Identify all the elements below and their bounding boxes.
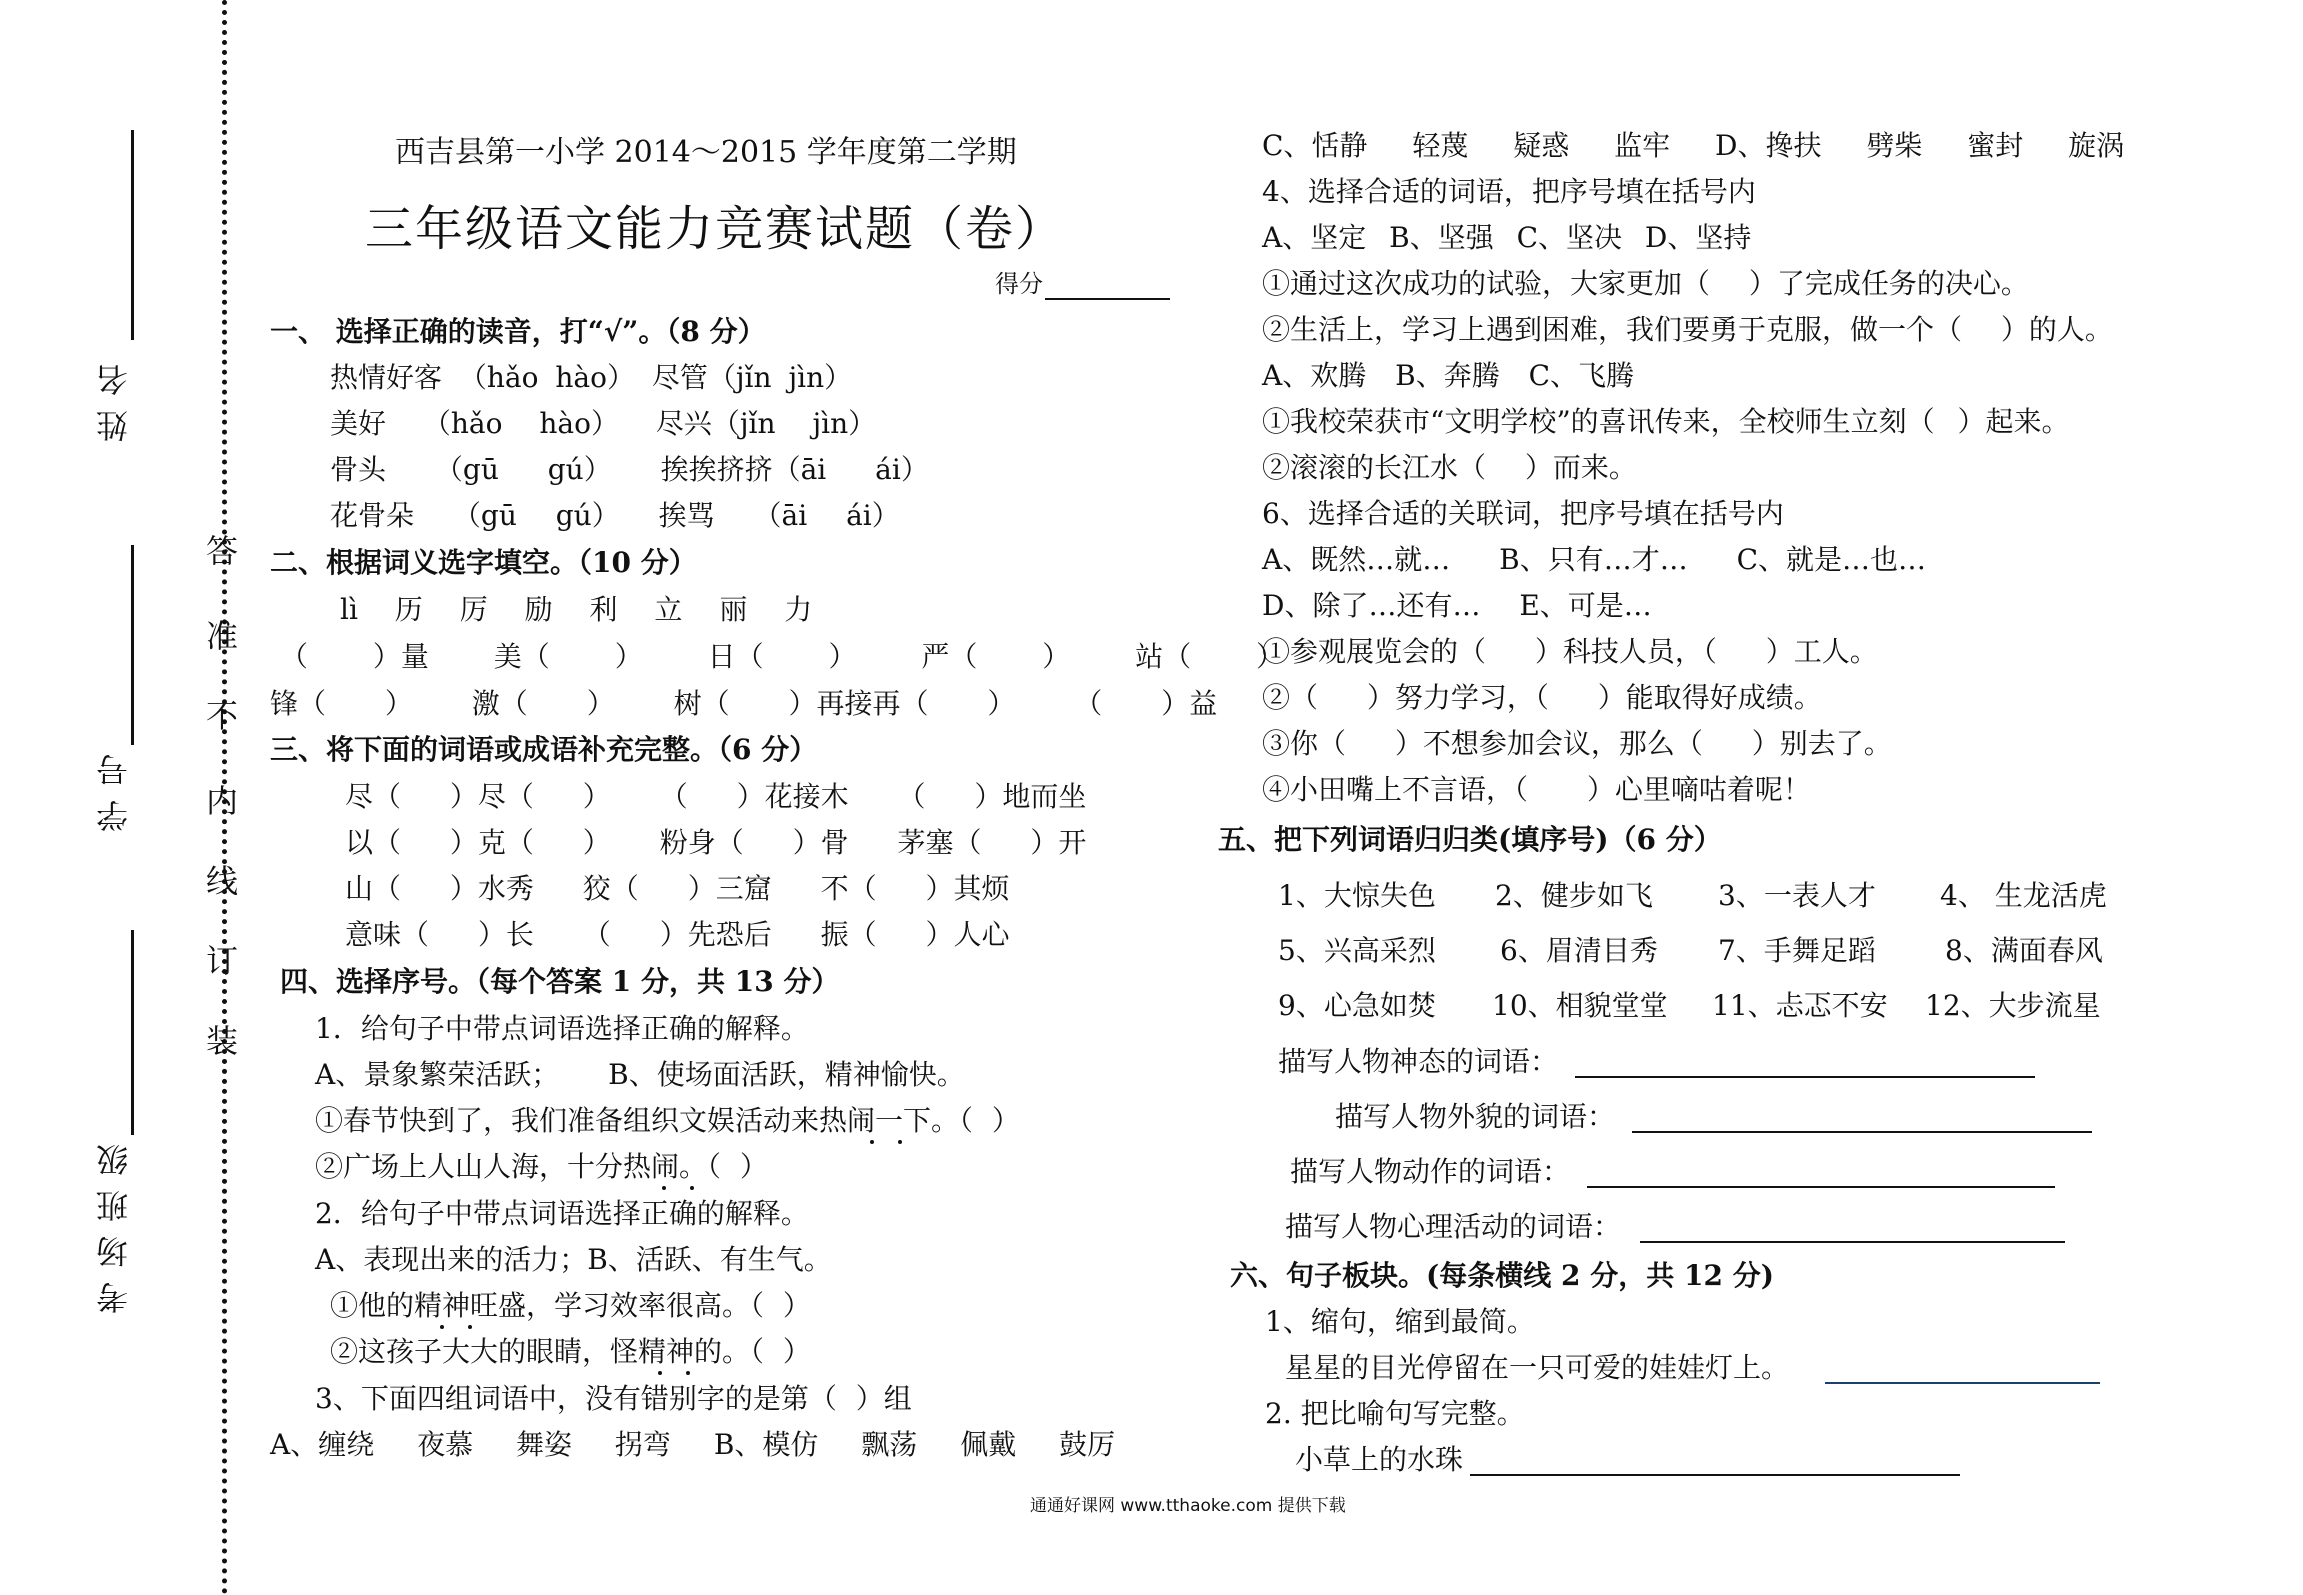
section-4-heading: 四、选择序号。（每个答案 1 分，共 13 分） bbox=[280, 965, 840, 998]
name-label: 姓名 bbox=[95, 350, 133, 442]
emphasis-dot bbox=[440, 1325, 444, 1329]
emphasis-dot bbox=[662, 1186, 666, 1190]
s4-line: ②广场上人山人海，十分热闹。（ ） bbox=[315, 1150, 768, 1183]
id-label: 学号 bbox=[95, 740, 133, 832]
s4-line: ②生活上，学习上遇到困难，我们要勇于克服，做一个（ ）的人。 bbox=[1262, 313, 2113, 346]
room-label: 考场班级 bbox=[95, 1130, 133, 1314]
s4-line: A、表现出来的活力；B、活跃、有生气。 bbox=[315, 1243, 832, 1276]
answer-line[interactable] bbox=[1640, 1241, 2065, 1243]
s5-item: 10、相貌堂堂 bbox=[1492, 989, 1668, 1022]
s4-line: 6、选择合适的关联词，把序号填在括号内 bbox=[1262, 497, 1784, 530]
section-1-heading: 一、 选择正确的读音，打“√”。（8 分） bbox=[270, 315, 766, 348]
s3-row: 山（ ）水秀 狡（ ）三窟 不（ ）其烦 bbox=[345, 872, 1010, 905]
s4-line: ①他的精神旺盛，学习效率很高。（ ） bbox=[330, 1289, 811, 1322]
answer-line[interactable] bbox=[1587, 1186, 2055, 1188]
s5-item: 1、大惊失色 bbox=[1278, 879, 1436, 912]
s2-char-options: lì 历 厉 励 利 立 丽 力 bbox=[340, 593, 813, 626]
s3-row: 尽（ ）尽（ ） （ ）花接木 （ ）地而坐 bbox=[345, 780, 1087, 813]
seal-char: 内 bbox=[205, 782, 238, 820]
s1-line: 骨头 （gū gú） 挨挨挤挤（āi ái） bbox=[330, 453, 929, 486]
s2-row: （ ）量 美（ ） 日（ ） 严（ ） 站（ ） bbox=[280, 640, 1285, 673]
seal-char: 答 bbox=[205, 532, 238, 570]
s2-row: 锋（ ） 激（ ） 树（ ）再接再（ ） （ ）益 bbox=[270, 687, 1218, 720]
s5-item: 12、大步流星 bbox=[1925, 989, 2101, 1022]
s6-question: 2. 把比喻句写完整。 bbox=[1265, 1397, 1525, 1430]
room-line bbox=[131, 930, 134, 1135]
page-title: 三年级语文能力竞赛试题（卷） bbox=[365, 201, 1066, 257]
s4-line: ①我校荣获市“文明学校”的喜讯传来，全校师生立刻（ ）起来。 bbox=[1262, 405, 2070, 438]
s1-line: 热情好客 （hǎo hào） 尽管（jǐn jìn） bbox=[330, 361, 853, 394]
s4-line: D、除了…还有… E、可是… bbox=[1262, 589, 1652, 622]
section-5-heading: 五、把下列词语归归类(填序号)（6 分） bbox=[1218, 823, 1722, 856]
seal-char: 准 bbox=[205, 617, 238, 655]
emphasis-dot bbox=[690, 1186, 694, 1190]
s5-item: 2、健步如飞 bbox=[1495, 879, 1653, 912]
answer-line[interactable] bbox=[1825, 1382, 2100, 1384]
s4-line: ①通过这次成功的试验，大家更加（ ）了完成任务的决心。 bbox=[1262, 267, 2029, 300]
s4-line: ②（ ）努力学习，（ ）能取得好成绩。 bbox=[1262, 681, 1822, 714]
answer-line[interactable] bbox=[1632, 1131, 2092, 1133]
seal-char: 不 bbox=[205, 697, 238, 735]
s1-line: 花骨朵 （gū gú） 挨骂 （āi ái） bbox=[330, 499, 900, 532]
s4-line: A、既然…就… B、只有…才… C、就是…也… bbox=[1262, 543, 1927, 576]
section-2-heading: 二、根据词义选字填空。（10 分） bbox=[270, 546, 697, 579]
s5-item: 8、满面春风 bbox=[1945, 934, 2103, 967]
emphasis-dot bbox=[898, 1140, 902, 1144]
s5-item: 7、手舞足蹈 bbox=[1718, 934, 1876, 967]
score-label: 得分 bbox=[995, 270, 1043, 298]
s6-question: 1、缩句，缩到最简。 bbox=[1265, 1305, 1535, 1338]
s4-line: ③你（ ）不想参加会议，那么（ ）别去了。 bbox=[1262, 727, 1892, 760]
score-blank[interactable] bbox=[1045, 298, 1170, 300]
s4-line: C、恬静 轻蔑 疑惑 监牢 D、搀扶 劈柴 蜜封 旋涡 bbox=[1262, 129, 2125, 162]
s4-line: ②这孩子大大的眼睛，怪精神的。（ ） bbox=[330, 1335, 811, 1368]
s4-line: A、坚定 B、坚强 C、坚决 D、坚持 bbox=[1262, 221, 1752, 254]
seal-char: 装 bbox=[205, 1022, 238, 1060]
school-line: 西吉县第一小学 2014～2015 学年度第二学期 bbox=[395, 135, 1017, 170]
emphasis-dot bbox=[686, 1371, 690, 1375]
s5-item: 5、兴高采烈 bbox=[1278, 934, 1436, 967]
answer-line[interactable] bbox=[1575, 1076, 2035, 1078]
s5-item: 4、 生龙活虎 bbox=[1940, 879, 2107, 912]
s4-line: A、缠绕 夜慕 舞姿 拐弯 B、模仿 飘荡 佩戴 鼓厉 bbox=[270, 1428, 1116, 1461]
s4-line: A、景象繁荣活跃； B、使场面活跃，精神愉快。 bbox=[315, 1058, 965, 1091]
s3-row: 以（ ）克（ ） 粉身（ ）骨 茅塞（ ）开 bbox=[345, 826, 1087, 859]
answer-line[interactable] bbox=[1470, 1474, 1960, 1476]
s5-item: 3、一表人才 bbox=[1718, 879, 1876, 912]
s5-item: 6、眉清目秀 bbox=[1500, 934, 1658, 967]
s4-line: ①春节快到了，我们准备组织文娱活动来热闹一下。（ ） bbox=[315, 1104, 1020, 1137]
emphasis-dot bbox=[468, 1325, 472, 1329]
s1-line: 美好 （hǎo hào） 尽兴（jǐn jìn） bbox=[330, 407, 877, 440]
s6-sentence: 小草上的水珠 bbox=[1295, 1443, 1464, 1476]
s5-prompt: 描写人物心理活动的词语： bbox=[1285, 1210, 1622, 1243]
s4-line: ④小田嘴上不言语，（ ）心里嘀咕着呢！ bbox=[1262, 773, 1811, 806]
id-line bbox=[131, 545, 134, 745]
s4-line: 2．给句子中带点词语选择正确的解释。 bbox=[315, 1197, 809, 1230]
seal-char: 线 bbox=[205, 862, 238, 900]
s4-line: ①参观展览会的（ ）科技人员，（ ）工人。 bbox=[1262, 635, 1878, 668]
s5-prompt: 描写人物外貌的词语： bbox=[1335, 1100, 1616, 1133]
section-3-heading: 三、将下面的词语或成语补充完整。（6 分） bbox=[270, 733, 818, 766]
emphasis-dot bbox=[870, 1140, 874, 1144]
s4-line: A、欢腾 B、奔腾 C、飞腾 bbox=[1262, 359, 1635, 392]
s4-line: 4、选择合适的词语，把序号填在括号内 bbox=[1262, 175, 1756, 208]
emphasis-dot bbox=[658, 1371, 662, 1375]
s4-line: ②滚滚的长江水（ ）而来。 bbox=[1262, 451, 1637, 484]
s5-prompt: 描写人物动作的词语： bbox=[1290, 1155, 1571, 1188]
s5-item: 11、忐忑不安 bbox=[1712, 989, 1888, 1022]
section-6-heading: 六、句子板块。(每条横线 2 分，共 12 分) bbox=[1230, 1259, 1774, 1292]
s3-row: 意味（ ）长 （ ）先恐后 振（ ）人心 bbox=[345, 918, 1010, 951]
s4-line: 3、下面四组词语中，没有错别字的是第（ ）组 bbox=[315, 1382, 912, 1415]
s4-line: 1．给句子中带点词语选择正确的解释。 bbox=[315, 1012, 809, 1045]
footer-credit: 通通好课网 www.tthaoke.com 提供下载 bbox=[1030, 1496, 1346, 1516]
name-line bbox=[131, 130, 134, 340]
s6-sentence: 星星的目光停留在一只可爱的娃娃灯上。 bbox=[1285, 1351, 1790, 1384]
s5-item: 9、心急如焚 bbox=[1278, 989, 1436, 1022]
seal-char: 订 bbox=[205, 942, 238, 980]
s5-prompt: 描写人物神态的词语： bbox=[1278, 1045, 1559, 1078]
